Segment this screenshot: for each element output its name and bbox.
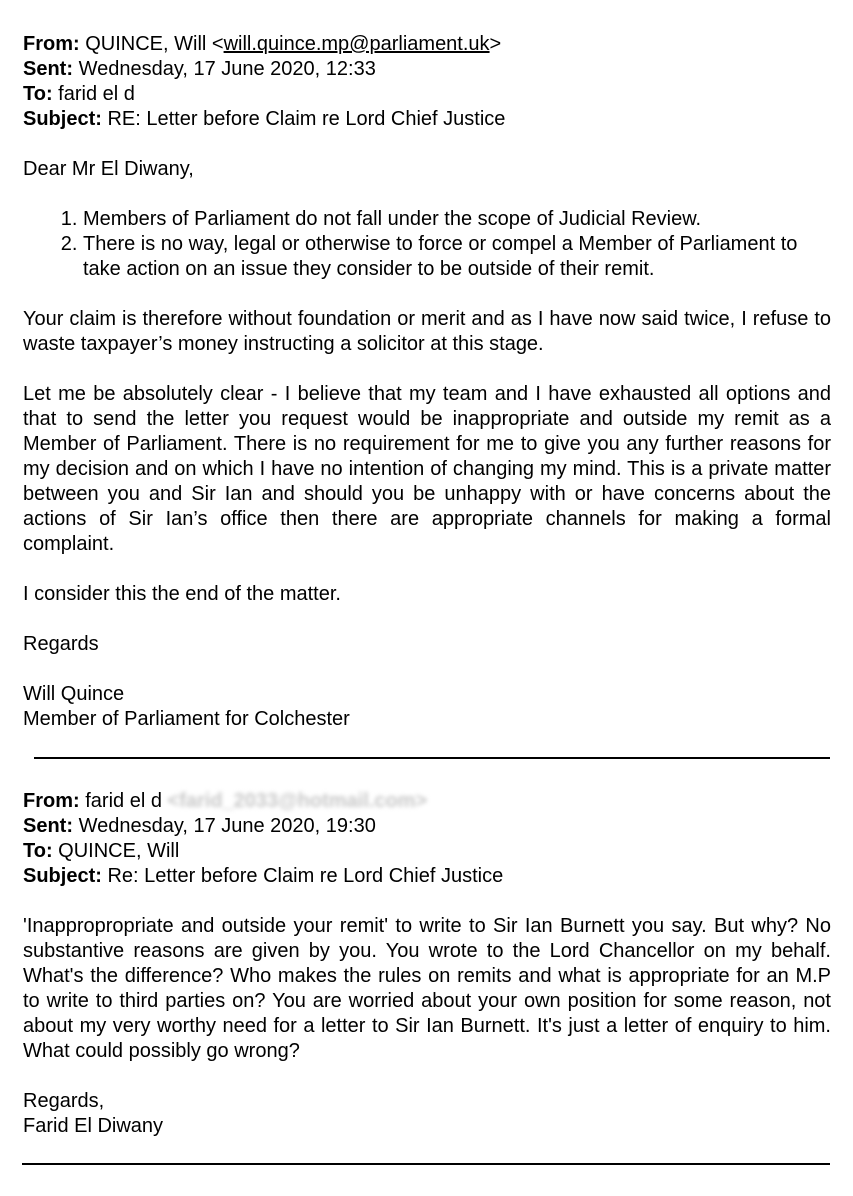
- list-item: 1. Members of Parliament do not fall under the scope of Judicial Review.: [83, 207, 831, 232]
- email-1: [23, 32, 831, 732]
- to-label: To:: [23, 83, 53, 105]
- signature-name: Will Quince: [23, 683, 125, 705]
- from-email-close: >: [489, 33, 502, 55]
- to-label: To:: [23, 840, 53, 862]
- greeting: Dear Mr El Diwany,: [23, 158, 194, 180]
- subject-value: RE: Letter before Claim re Lord Chief Justice: [107, 108, 506, 130]
- email-1-sent: [23, 57, 831, 82]
- email-2-from: [23, 789, 831, 814]
- subject-label: Subject:: [23, 108, 102, 130]
- email-2-subject: [23, 864, 831, 889]
- paragraph: Your claim is therefore without foundation or merit and as I have now said twice, I refuse to waste taxpayer’s money instructing a solicitor at this stage.: [23, 308, 831, 355]
- signoff: Regards: [23, 633, 99, 655]
- email-1-to: [23, 82, 831, 107]
- from-email-link[interactable]: will.quince.mp@parliament.uk: [223, 33, 490, 55]
- sent-value: Wednesday, 17 June 2020, 12:33: [78, 58, 376, 80]
- signature-title: Member of Parliament for Colchester: [23, 708, 350, 730]
- list-item: 2. There is no way, legal or otherwise to force or compel a Member of Parliament to take action on an issue they consider to be outside of their remit.: [83, 232, 831, 282]
- signoff: Regards,: [23, 1090, 105, 1112]
- to-value: QUINCE, Will: [58, 840, 180, 862]
- from-name: QUINCE, Will <: [85, 33, 224, 55]
- signature-name: Farid El Diwany: [23, 1115, 164, 1137]
- email-2-sent: [23, 814, 831, 839]
- subject-value: Re: Letter before Claim re Lord Chief Justice: [107, 865, 504, 887]
- paragraph: 'Inappropropriate and outside your remit' to write to Sir Ian Burnett you say. But why? No substantive reasons are given by you. You wrote to the Lord Chancellor on my behalf. What's the difference? Who makes the rules on remits and what is appropriate for an M.P to write to third parties on? You are worried about your own position for some reason, not about my very worthy need for a letter to Sir Ian Burnett. It's just a letter of enquiry to him. What could possibly go wrong?: [23, 915, 831, 1062]
- email-2-to: [23, 839, 831, 864]
- email-1-from: [23, 32, 831, 57]
- redacted-email: <farid_2033@hotmail.com>: [167, 790, 428, 812]
- email-2: [23, 789, 831, 1139]
- numbered-list: [23, 207, 831, 282]
- paragraph: I consider this the end of the matter.: [23, 583, 341, 605]
- sent-label: Sent:: [23, 815, 73, 837]
- sent-value: Wednesday, 17 June 2020, 19:30: [78, 815, 376, 837]
- sent-label: Sent:: [23, 58, 73, 80]
- from-name: farid el d: [85, 790, 162, 812]
- divider: [22, 1163, 830, 1165]
- to-value: farid el d: [58, 83, 135, 105]
- from-label: From:: [23, 790, 80, 812]
- paragraph: Let me be absolutely clear - I believe that my team and I have exhausted all options and that to send the letter you request would be inappropriate and outside my remit as a Member of Parliament. There is no requirement for me to give you any further reasons for my decision and on which I have no intention of changing my mind. This is a private matter between you and Sir Ian and should you be unhappy with or have concerns about the actions of Sir Ian’s office then there are appropriate channels for making a formal complaint.: [23, 383, 831, 555]
- email-1-subject: [23, 107, 831, 132]
- subject-label: Subject:: [23, 865, 102, 887]
- from-label: From:: [23, 33, 80, 55]
- divider: [34, 757, 830, 759]
